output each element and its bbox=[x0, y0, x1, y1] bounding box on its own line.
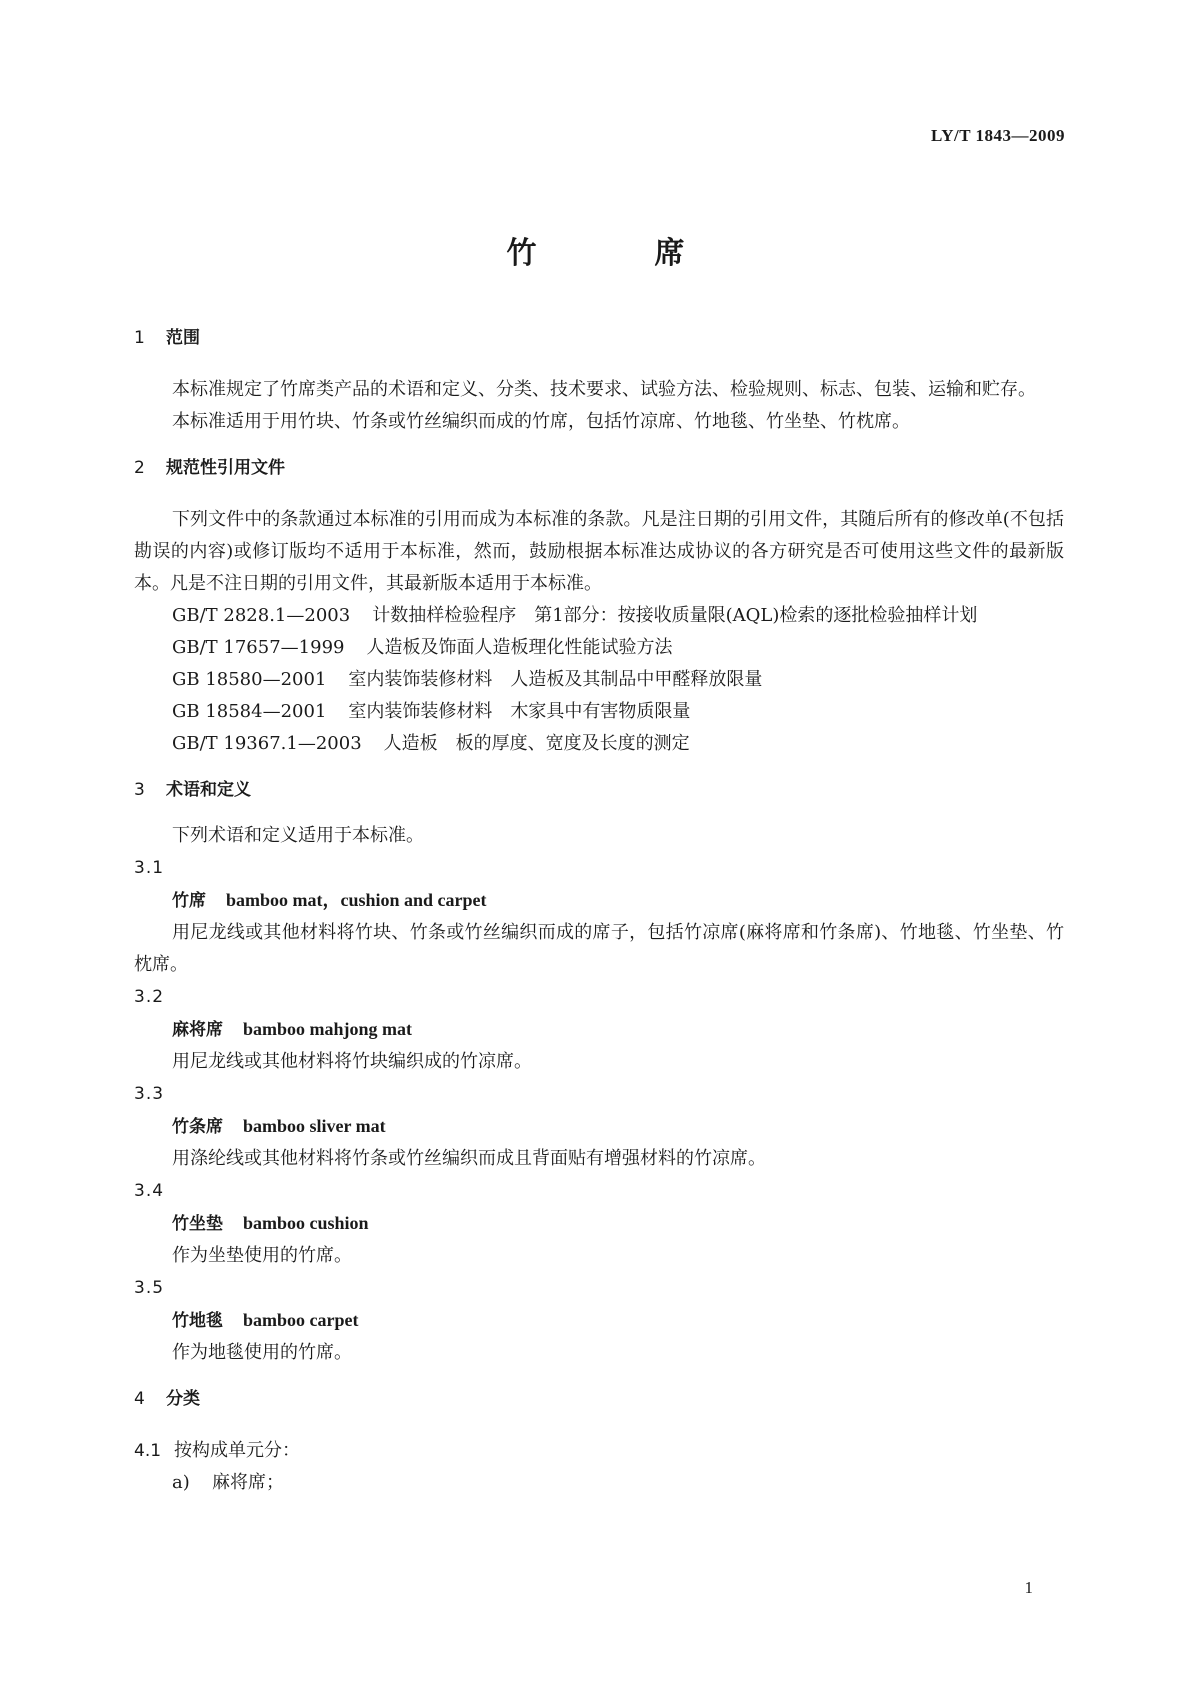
standard-code: LY/T 1843—2009 bbox=[930, 126, 1065, 145]
reference-title: 人造板 板的厚度、宽度及长度的测定 bbox=[383, 733, 690, 754]
document-body bbox=[134, 322, 1064, 1499]
list-item-text: 麻将席； bbox=[212, 1472, 284, 1493]
reference-title: 室内装饰装修材料 人造板及其制品中甲醛释放限量 bbox=[348, 669, 763, 690]
term-definition: 用尼龙线或其他材料将竹块编织成的竹凉席。 bbox=[172, 1051, 532, 1072]
section-number: 4 bbox=[134, 1389, 145, 1409]
clause-number: 3.1 bbox=[134, 858, 165, 878]
section-number: 2 bbox=[134, 458, 145, 478]
title-char-1: 竹 bbox=[506, 236, 537, 271]
section-number: 1 bbox=[134, 328, 145, 348]
reference-item bbox=[134, 664, 1064, 696]
section-heading-classification bbox=[134, 1383, 1064, 1415]
reference-title: 计数抽样检验程序 第1部分：按接收质量限(AQL)检索的逐批检验抽样计划 bbox=[372, 605, 978, 626]
term-chinese: 竹席 bbox=[172, 891, 206, 911]
term-entry bbox=[134, 1013, 1064, 1046]
subclause-number: 4.1 bbox=[134, 1441, 162, 1461]
term-chinese: 麻将席 bbox=[172, 1020, 223, 1040]
section-heading-terms-definitions bbox=[134, 774, 1064, 806]
paragraph: 本标准适用于用竹块、竹条或竹丝编织而成的竹席，包括竹凉席、竹地毯、竹坐垫、竹枕席。 bbox=[172, 411, 910, 432]
reference-item bbox=[134, 600, 1064, 632]
term-english: bamboo sliver mat bbox=[243, 1116, 386, 1136]
term-definition: 作为坐垫使用的竹席。 bbox=[172, 1245, 352, 1266]
term-definition: 用尼龙线或其他材料将竹块、竹条或竹丝编织而成的席子，包括竹凉席(麻将席和竹条席)、竹地毯、竹坐垫、竹枕席。 bbox=[134, 922, 1064, 975]
clause-number: 3.5 bbox=[134, 1278, 165, 1298]
reference-code: GB 18584—2001 bbox=[172, 701, 327, 722]
term-entry bbox=[134, 1110, 1064, 1143]
term-entry bbox=[134, 1304, 1064, 1337]
subclause bbox=[134, 1435, 1064, 1467]
clause-number: 3.3 bbox=[134, 1084, 165, 1104]
reference-code: GB/T 17657—1999 bbox=[172, 637, 345, 658]
title-char-2: 席 bbox=[654, 236, 685, 271]
term-english: bamboo mahjong mat bbox=[243, 1019, 413, 1039]
document-title bbox=[0, 228, 1191, 272]
clause-number: 3.2 bbox=[134, 987, 165, 1007]
term-entry bbox=[134, 1207, 1064, 1240]
reference-title: 人造板及饰面人造板理化性能试验方法 bbox=[366, 637, 673, 658]
page-number: 1 bbox=[1024, 1578, 1033, 1597]
term-english: bamboo carpet bbox=[243, 1310, 359, 1330]
clause-number: 3.4 bbox=[134, 1181, 165, 1201]
section-title: 术语和定义 bbox=[166, 780, 251, 800]
paragraph: 本标准规定了竹席类产品的术语和定义、分类、技术要求、试验方法、检验规则、标志、包装、运输和贮存。 bbox=[172, 379, 1036, 400]
term-english: bamboo mat，cushion and carpet bbox=[226, 890, 487, 910]
reference-item bbox=[134, 632, 1064, 664]
reference-item bbox=[134, 696, 1064, 728]
list-item-marker: a) bbox=[172, 1472, 190, 1493]
reference-code: GB/T 19367.1—2003 bbox=[172, 733, 362, 754]
reference-code: GB/T 2828.1—2003 bbox=[172, 605, 351, 626]
paragraph: 下列术语和定义适用于本标准。 bbox=[172, 825, 424, 846]
term-definition: 作为地毯使用的竹席。 bbox=[172, 1342, 352, 1363]
paragraph: 下列文件中的条款通过本标准的引用而成为本标准的条款。凡是注日期的引用文件，其随后所有的修改单(不包括勘误的内容)或修订版均不适用于本标准，然而，鼓励根据本标准达成协议的各方研究是否可使用这些文件的最新版本。凡是不注日期的引用文件，其最新版本适用于本标准。 bbox=[134, 509, 1064, 594]
section-title: 规范性引用文件 bbox=[166, 458, 285, 478]
reference-code: GB 18580—2001 bbox=[172, 669, 327, 690]
reference-item bbox=[134, 728, 1064, 760]
term-definition: 用涤纶线或其他材料将竹条或竹丝编织而成且背面贴有增强材料的竹凉席。 bbox=[172, 1148, 766, 1169]
term-chinese: 竹坐垫 bbox=[172, 1214, 223, 1234]
section-heading-normative-references bbox=[134, 452, 1064, 484]
subclause-text: 按构成单元分： bbox=[174, 1440, 300, 1461]
list-item bbox=[134, 1467, 1064, 1499]
section-heading-scope bbox=[134, 322, 1064, 354]
term-english: bamboo cushion bbox=[243, 1213, 369, 1233]
term-entry bbox=[134, 884, 1064, 917]
section-title: 范围 bbox=[166, 328, 200, 348]
term-chinese: 竹地毯 bbox=[172, 1311, 223, 1331]
term-chinese: 竹条席 bbox=[172, 1117, 223, 1137]
reference-title: 室内装饰装修材料 木家具中有害物质限量 bbox=[348, 701, 691, 722]
section-title: 分类 bbox=[166, 1389, 200, 1409]
section-number: 3 bbox=[134, 780, 145, 800]
